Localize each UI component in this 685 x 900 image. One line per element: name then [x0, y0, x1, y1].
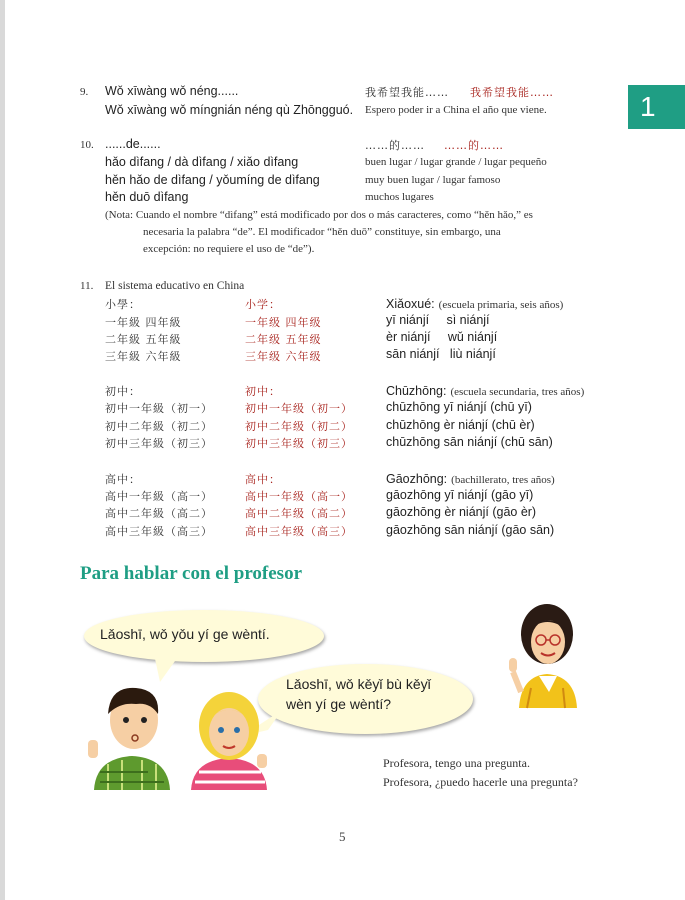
item10-row-pinyin: hǎo dìfang / dà dìfang / xiǎo dìfang [105, 155, 299, 169]
bubble-2-line-1: Lǎoshī, wǒ kěyǐ bù kěyǐ [286, 676, 431, 692]
item10-row-pinyin: hěn hǎo de dìfang / yǒumíng de dìfang [105, 173, 320, 187]
grade-trad: 初中一年級（初一） [105, 402, 213, 415]
group-head [386, 382, 584, 400]
chapter-tab: 1 [628, 85, 685, 129]
grade-simp: 高中二年级（高二） [245, 507, 353, 520]
grade-simp: 一年级 四年级 [245, 316, 322, 329]
grade-trad: 一年級 四年級 [105, 316, 182, 329]
grade-simp: 二年级 五年级 [245, 333, 322, 346]
item9-zh-trad: 我希望我能…… [365, 86, 449, 99]
grade-trad: 高中二年級（高二） [105, 507, 213, 520]
grade-pinyin: gāozhōng yī niánjí (gāo yī) [386, 488, 534, 502]
item10-row-spanish: muy buen lugar / lugar famoso [365, 174, 501, 186]
item10-row-pinyin: hěn duō dìfang [105, 190, 189, 204]
grade-simp: 高中三年级（高三） [245, 525, 353, 538]
item11-number: 11. [80, 280, 94, 292]
item10-zh-simp: ……的…… [444, 139, 504, 152]
group-head [386, 295, 563, 313]
group-head-pinyin: Chūzhōng: [386, 384, 447, 398]
grade-pinyin: chūzhōng sān niánjí (chū sān) [386, 435, 553, 449]
grade-pinyin: chūzhōng èr niánjí (chū èr) [386, 418, 535, 432]
item10-note-line: (Nota: Cuando el nombre “dìfang” está modificado por dos o más caracteres, como “hěn hǎo,” es [105, 209, 533, 221]
item10-pinyin-header: ......de...... [105, 137, 161, 151]
item10-zh-trad: ……的…… [365, 139, 425, 152]
page-number: 5 [339, 829, 346, 844]
boy-illustration [88, 680, 178, 790]
grade-simp: 高中一年级（高一） [245, 490, 353, 503]
item10-row-spanish: buen lugar / lugar grande / lugar pequeño [365, 156, 547, 168]
group-head-simp: 小学： [245, 298, 281, 311]
item9-spanish: Espero poder ir a China el año que viene. [365, 104, 547, 116]
item10-note-line: necesaria la palabra “de”. El modificador “hěn duō” constituye, sin embargo, una [143, 226, 501, 238]
bubble-1-text: Lǎoshī, wǒ yǒu yí ge wèntí. [100, 626, 270, 642]
grade-trad: 二年級 五年級 [105, 333, 182, 346]
speech-bubble-2 [258, 664, 473, 734]
translation-1: Profesora, tengo una pregunta. [383, 756, 530, 770]
bubble-2-line-2: wèn yí ge wèntí? [286, 696, 392, 712]
item11-title: El sistema educativo en China [105, 280, 245, 292]
group-head [386, 470, 555, 488]
grade-trad: 初中三年級（初三） [105, 437, 213, 450]
grade-simp: 初中一年级（初一） [245, 402, 353, 415]
grade-pinyin: chūzhōng yī niánjí (chū yī) [386, 400, 532, 414]
grade-pinyin: yī niánjí sì niánjí [386, 313, 490, 327]
grade-trad: 三年級 六年級 [105, 350, 182, 363]
group-head-simp: 初中： [245, 385, 281, 398]
grade-pinyin: sān niánjí liù niánjí [386, 347, 496, 361]
group-head-trad: 初中： [105, 385, 141, 398]
item9-pinyin-2: Wǒ xīwàng wǒ míngnián néng qù Zhōngguó. [105, 103, 354, 117]
group-head-simp: 高中： [245, 473, 281, 486]
grade-pinyin: èr niánjí wǔ niánjí [386, 330, 498, 344]
item10-note-line: excepción: no requiere el uso de “de”). [143, 243, 315, 255]
teacher-illustration [505, 596, 590, 711]
girl-illustration [185, 690, 275, 790]
item9-pinyin-1: Wǒ xīwàng wǒ néng...... [105, 84, 239, 98]
item10-number: 10. [80, 139, 94, 151]
group-head-pinyin: Xiǎoxué: [386, 297, 435, 311]
group-head-trad: 小學： [105, 298, 141, 311]
page-edge [0, 0, 5, 900]
group-head-spanish: (bachillerato, tres años) [451, 474, 555, 486]
item10-row-spanish: muchos lugares [365, 191, 434, 203]
group-head-pinyin: Gāozhōng: [386, 472, 448, 486]
item9-zh-simp: 我希望我能…… [470, 86, 554, 99]
grade-pinyin: gāozhōng sān niánjí (gāo sān) [386, 523, 555, 537]
group-head-trad: 高中： [105, 473, 141, 486]
grade-pinyin: gāozhōng èr niánjí (gāo èr) [386, 505, 537, 519]
section-heading: Para hablar con el profesor [80, 563, 302, 584]
speech-bubble-1 [84, 610, 324, 662]
grade-simp: 初中三年级（初三） [245, 437, 353, 450]
grade-trad: 初中二年級（初二） [105, 420, 213, 433]
grade-simp: 初中二年级（初二） [245, 420, 353, 433]
group-head-spanish: (escuela primaria, seis años) [438, 299, 564, 311]
group-head-spanish: (escuela secundaria, tres años) [450, 386, 585, 398]
translation-2: Profesora, ¿puedo hacerle una pregunta? [383, 775, 578, 789]
grade-trad: 高中一年級（高一） [105, 490, 213, 503]
grade-simp: 三年级 六年级 [245, 350, 322, 363]
grade-trad: 高中三年級（高三） [105, 525, 213, 538]
item9-number: 9. [80, 86, 89, 98]
